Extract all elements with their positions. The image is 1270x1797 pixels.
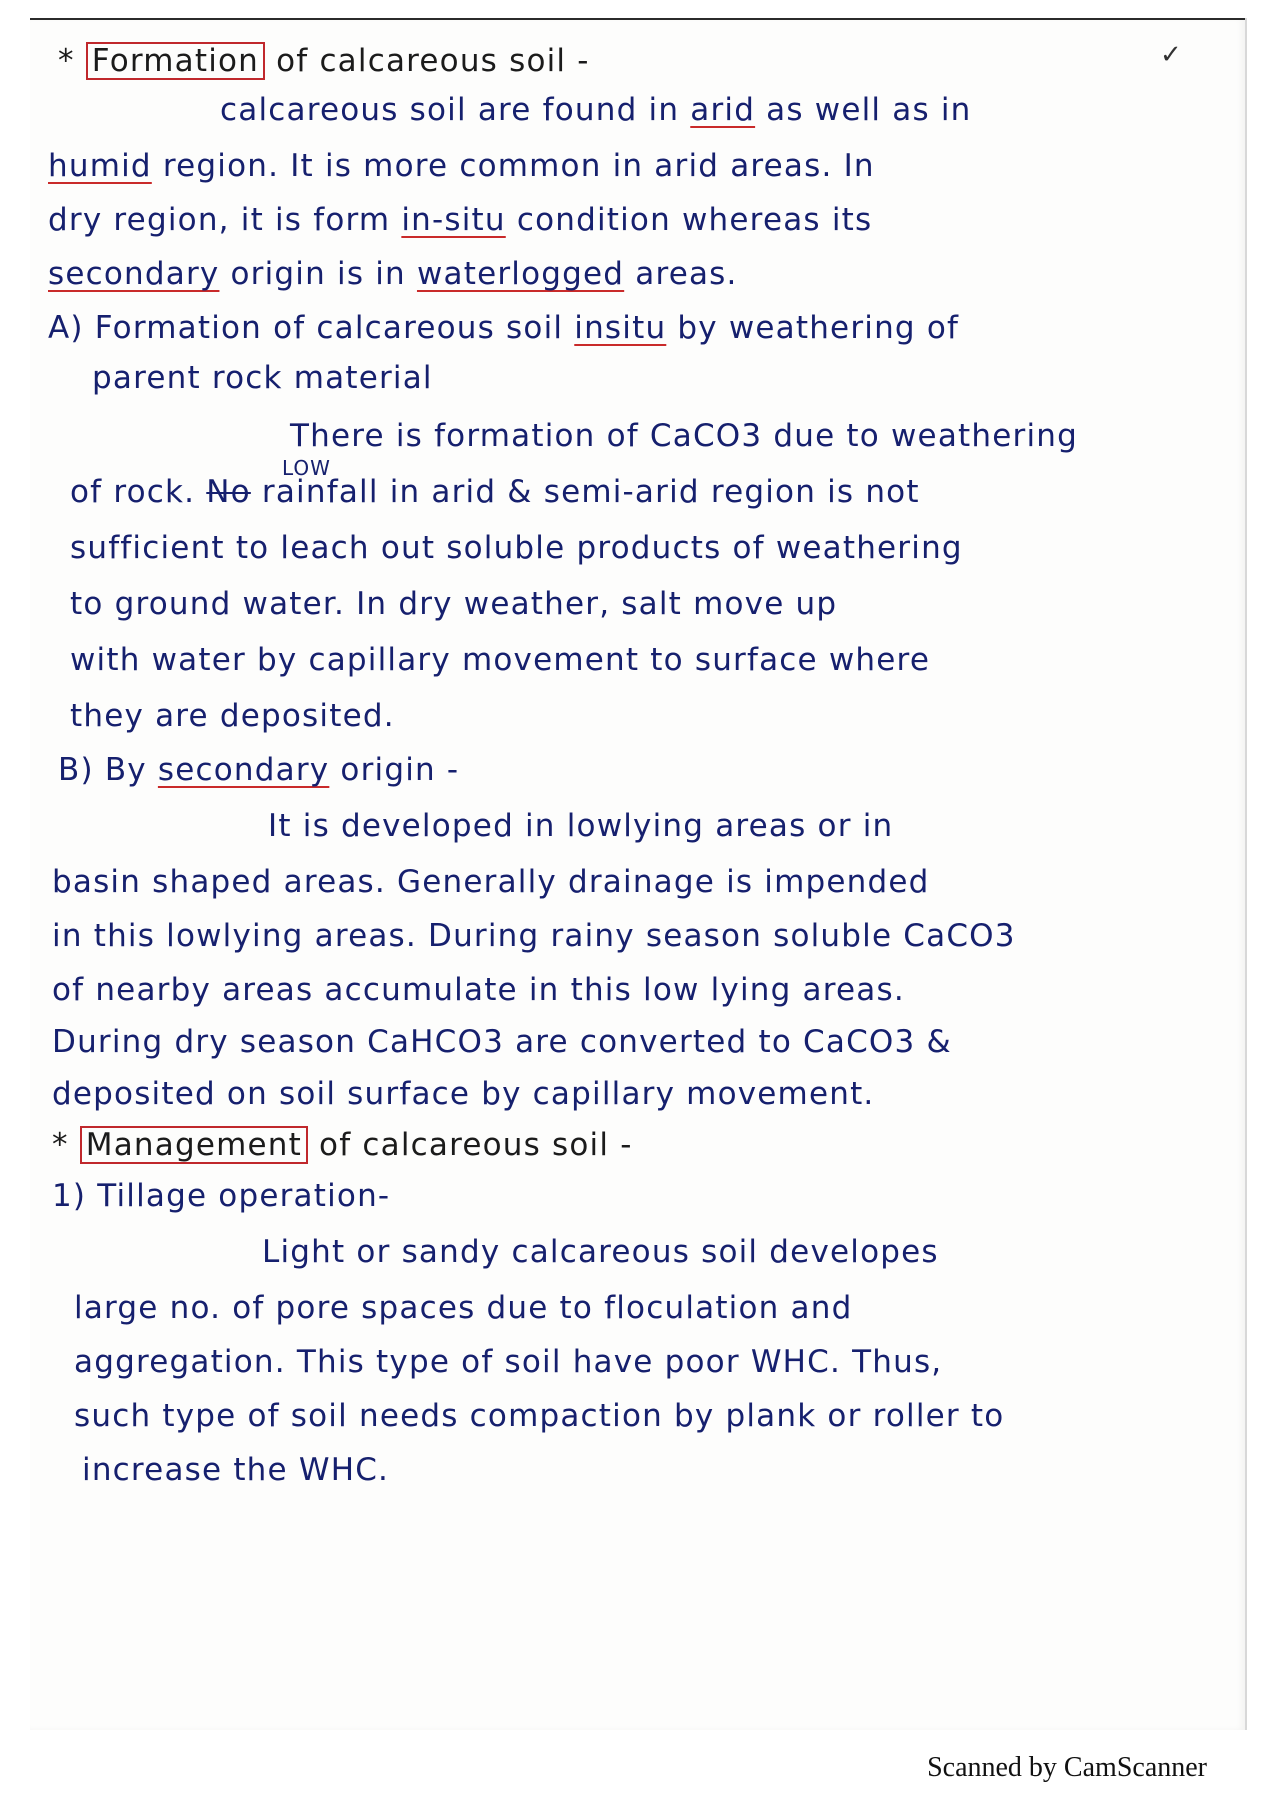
inserted-word-low: LOW [282, 456, 331, 480]
scanner-watermark: Scanned by CamScanner [927, 1752, 1207, 1783]
para-b-line4: of nearby areas accumulate in this low lying areas. [52, 972, 905, 1008]
para1-line4: secondary origin is in waterlogged areas. [48, 256, 738, 292]
heading-management-rest: of calcareous soil - [319, 1127, 633, 1163]
para-c-line3: aggregation. This type of soil have poor WHC. Thus, [74, 1344, 943, 1380]
boxed-word-formation: Formation [86, 42, 265, 80]
para-b-line5: During dry season CaHCO3 are converted to CaCO3 & [52, 1024, 952, 1060]
para-b-line3: in this lowlying areas. During rainy season soluble CaCO3 [52, 918, 1016, 954]
para-a-line4: to ground water. In dry weather, salt move up [70, 586, 838, 622]
para-b-line1: It is developed in lowlying areas or in [268, 808, 894, 844]
para1-line2: humid region. It is more common in arid areas. In [48, 148, 875, 184]
para-b-line2: basin shaped areas. Generally drainage is impended [52, 864, 930, 900]
boxed-word-management: Management [80, 1126, 308, 1164]
para-a-line3: sufficient to leach out soluble products of weathering [70, 530, 963, 566]
section-a-title: A) Formation of calcareous soil insitu by weathering of [48, 310, 960, 346]
para-b-line6: deposited on soil surface by capillary movement. [52, 1076, 875, 1112]
section-b-title: B) By secondary origin - [58, 752, 460, 788]
para-a-line1: There is formation of CaCO3 due to weathering [290, 418, 1078, 454]
check-mark-icon: ✓ [1160, 40, 1182, 70]
para1-line1: calcareous soil are found in arid as well as in [220, 92, 972, 128]
para-a-line2: of rock. No rainfall in arid & semi-arid region is not [70, 474, 920, 510]
heading-formation [58, 42, 590, 80]
para-c-line1: Light or sandy calcareous soil developes [262, 1234, 939, 1270]
heading-formation-rest: of calcareous soil - [276, 43, 590, 79]
para-a-line6: they are deposited. [70, 698, 395, 734]
para-c-line4: such type of soil needs compaction by plank or roller to [74, 1398, 1005, 1434]
top-border-line [30, 18, 1245, 20]
heading-management [52, 1126, 633, 1164]
section-a-title-line2: parent rock material [92, 360, 433, 396]
para-a-line5: with water by capillary movement to surface where [70, 642, 931, 678]
item1-tillage-title: 1) Tillage operation- [52, 1178, 391, 1214]
para-c-line5: increase the WHC. [82, 1452, 390, 1488]
para-c-line2: large no. of pore spaces due to floculation and [74, 1290, 853, 1326]
bullet-star: * [58, 43, 75, 79]
para1-line3: dry region, it is form in-situ condition whereas its [48, 202, 873, 238]
bullet-star: * [52, 1127, 69, 1163]
